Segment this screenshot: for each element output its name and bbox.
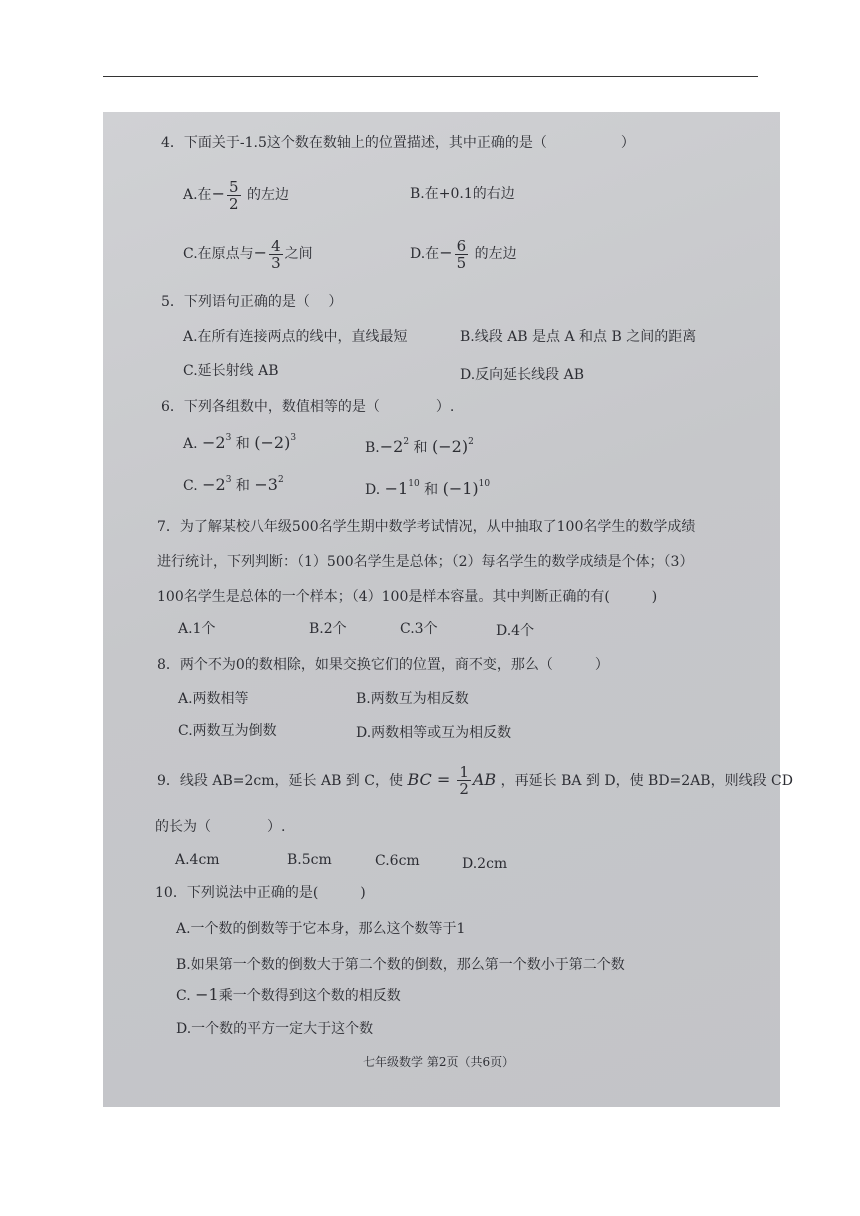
q4-a-denominator: 2: [228, 194, 239, 213]
q8-option-a: A.两数相等: [178, 691, 249, 707]
q8-option-c: C.两数互为倒数: [178, 723, 277, 739]
q6-d-left-base: −1: [384, 479, 409, 498]
q7-option-c: C.3个: [400, 621, 438, 637]
q7-option-d: D.4个: [496, 623, 535, 639]
q6-c-label: C.: [183, 478, 198, 494]
page-footer: 七年级数学 第2页（共6页）: [363, 1055, 515, 1069]
q6-a-left-exp: 3: [225, 433, 232, 443]
q10-stem: 10．下列说法中正确的是( ): [155, 885, 366, 901]
q6-d-right: [443, 479, 491, 498]
q6-b-right-base: (−2): [431, 437, 469, 456]
q6-c-right-exp: 2: [277, 475, 284, 485]
q9-option-d: D.2cm: [462, 856, 508, 872]
q6-d-and: 和: [424, 482, 439, 498]
q4-d-denominator: 5: [456, 253, 467, 272]
q6-a-left-base: −2: [202, 433, 226, 452]
q10-option-b: B.如果第一个数的倒数大于第二个数的倒数，那么第一个数小于第二个数: [176, 957, 625, 973]
q9-fraction: [457, 764, 471, 797]
q4-d-suffix: 的左边: [474, 246, 517, 262]
q6-option-d: [365, 480, 490, 499]
q9-stem: [157, 762, 793, 799]
q6-b-label: B.: [365, 440, 380, 456]
q10-c-math: −1: [195, 985, 219, 1004]
q6-b-right: [432, 437, 474, 456]
q10-option-a: A.一个数的倒数等于它本身，那么这个数等于1: [176, 921, 466, 937]
q4-a-suffix: 的左边: [246, 187, 289, 203]
q9-option-c: C.6cm: [375, 853, 420, 869]
q10-option-c: [176, 986, 401, 1005]
q5-option-a: A.在所有连接两点的线中，直线最短: [183, 329, 408, 345]
q6-d-left-exp: 10: [408, 479, 420, 489]
q6-a-right: [254, 433, 296, 452]
q4-c-fraction: [269, 238, 283, 271]
q7-option-b: B.2个: [309, 621, 347, 637]
q6-a-right-exp: 3: [290, 433, 297, 443]
q6-option-c: [183, 476, 284, 495]
header-rule: [103, 76, 758, 77]
q4-stem-text: 4．下面关于-1.5这个数在数轴上的位置描述，其中正确的是（: [161, 135, 547, 151]
q4-c-suffix: 之间: [284, 246, 313, 262]
q6-b-right-exp: 2: [468, 437, 474, 447]
q10-c-label: C.: [176, 988, 191, 1004]
q4-a-numerator: 5: [228, 177, 239, 196]
q9-denominator: 2: [459, 780, 469, 798]
q4-a-prefix: A.在: [183, 187, 212, 203]
q6-d-left: [385, 479, 420, 498]
q6-c-right: [254, 475, 283, 494]
q4-c-prefix: C.在原点与: [183, 246, 254, 262]
q4-option-d: [410, 235, 517, 272]
q9-option-a: A.4cm: [175, 852, 220, 868]
q4-d-prefix: D.在: [410, 246, 440, 262]
q6-d-right-exp: 10: [478, 479, 491, 489]
q8-option-b: B.两数互为相反数: [356, 691, 469, 707]
q4-option-a: [183, 176, 289, 213]
q6-b-left-exp: 2: [403, 437, 410, 447]
q6-c-left-base: −2: [202, 475, 226, 494]
q8-option-d: D.两数相等或互为相反数: [356, 725, 512, 741]
q6-b-left-base: −2: [379, 437, 404, 456]
q4-a-fraction: [227, 179, 241, 212]
q7-line-1: 7．为了解某校八年级500名学生期中数学考试情况，从中抽取了100名学生的数学成绩: [157, 519, 696, 535]
q6-stem: 6．下列各组数中，数值相等的是（ ）.: [161, 399, 455, 415]
q6-a-and: 和: [235, 436, 250, 452]
q9-numerator: 1: [459, 763, 469, 781]
q6-a-label: A.: [183, 436, 198, 452]
q9-bc: BC: [407, 770, 432, 789]
q5-option-c: C.延长射线 AB: [183, 363, 279, 379]
q9-option-b: B.5cm: [287, 852, 332, 868]
q7-line-2: 进行统计，下列判断：（1）500名学生是总体；（2）每名学生的数学成绩是个体；（3）: [157, 554, 694, 570]
q6-b-left: [380, 437, 409, 456]
q4-option-c: [183, 235, 313, 272]
q4-option-b: B.在+0.1的右边: [410, 186, 515, 202]
q7-option-a: A.1个: [178, 621, 216, 637]
q4-c-denominator: 3: [271, 253, 281, 272]
q4-a-minus: −: [211, 184, 225, 203]
q6-d-right-base: (−1): [442, 479, 479, 498]
q9-stem-prefix: 9．线段 AB=2cm，延长 AB 到 C，使: [157, 773, 403, 789]
q6-option-a: [183, 434, 296, 453]
q5-option-d: D.反向延长线段 AB: [460, 367, 585, 383]
q4-c-minus: −: [253, 243, 268, 262]
q9-stem-suffix: ，再延长 BA 到 D，使 BD=2AB，则线段 CD: [500, 773, 793, 789]
q8-stem: 8．两个不为0的数相除，如果交换它们的位置，商不变，那么（ ）: [157, 657, 609, 673]
q4-stem: [161, 134, 635, 152]
q6-a-left: [202, 433, 231, 452]
q4-d-minus: −: [439, 243, 453, 262]
q6-a-right-base: (−2): [254, 433, 291, 452]
q4-stem-close: ）: [620, 135, 635, 151]
q6-option-b: [365, 438, 474, 457]
q4-d-numerator: 6: [456, 236, 467, 255]
q5-stem: 5．下列语句正确的是（ ）: [161, 294, 343, 310]
q7-line-3: 100名学生是总体的一个样本；（4）100是样本容量。其中判断正确的有( ): [157, 589, 658, 605]
q4-d-fraction: [455, 238, 469, 271]
q6-d-label: D.: [365, 482, 381, 498]
q6-b-and: 和: [413, 440, 428, 456]
q6-c-right-base: −3: [254, 475, 278, 494]
q9-formula: [407, 763, 497, 798]
q10-c-text: 乘一个数得到这个数的相反数: [218, 988, 401, 1004]
q9-ab: AB: [472, 770, 497, 789]
q6-c-left: [202, 475, 231, 494]
q6-c-and: 和: [235, 478, 250, 494]
q9-line-2: 的长为（ ）.: [155, 819, 286, 835]
q6-c-left-exp: 3: [225, 475, 232, 485]
q10-option-d: D.一个数的平方一定大于这个数: [176, 1021, 374, 1037]
q5-option-b: B.线段 AB 是点 A 和点 B 之间的距离: [460, 329, 697, 345]
q9-equals: =: [431, 770, 456, 789]
q4-c-numerator: 4: [271, 236, 281, 255]
